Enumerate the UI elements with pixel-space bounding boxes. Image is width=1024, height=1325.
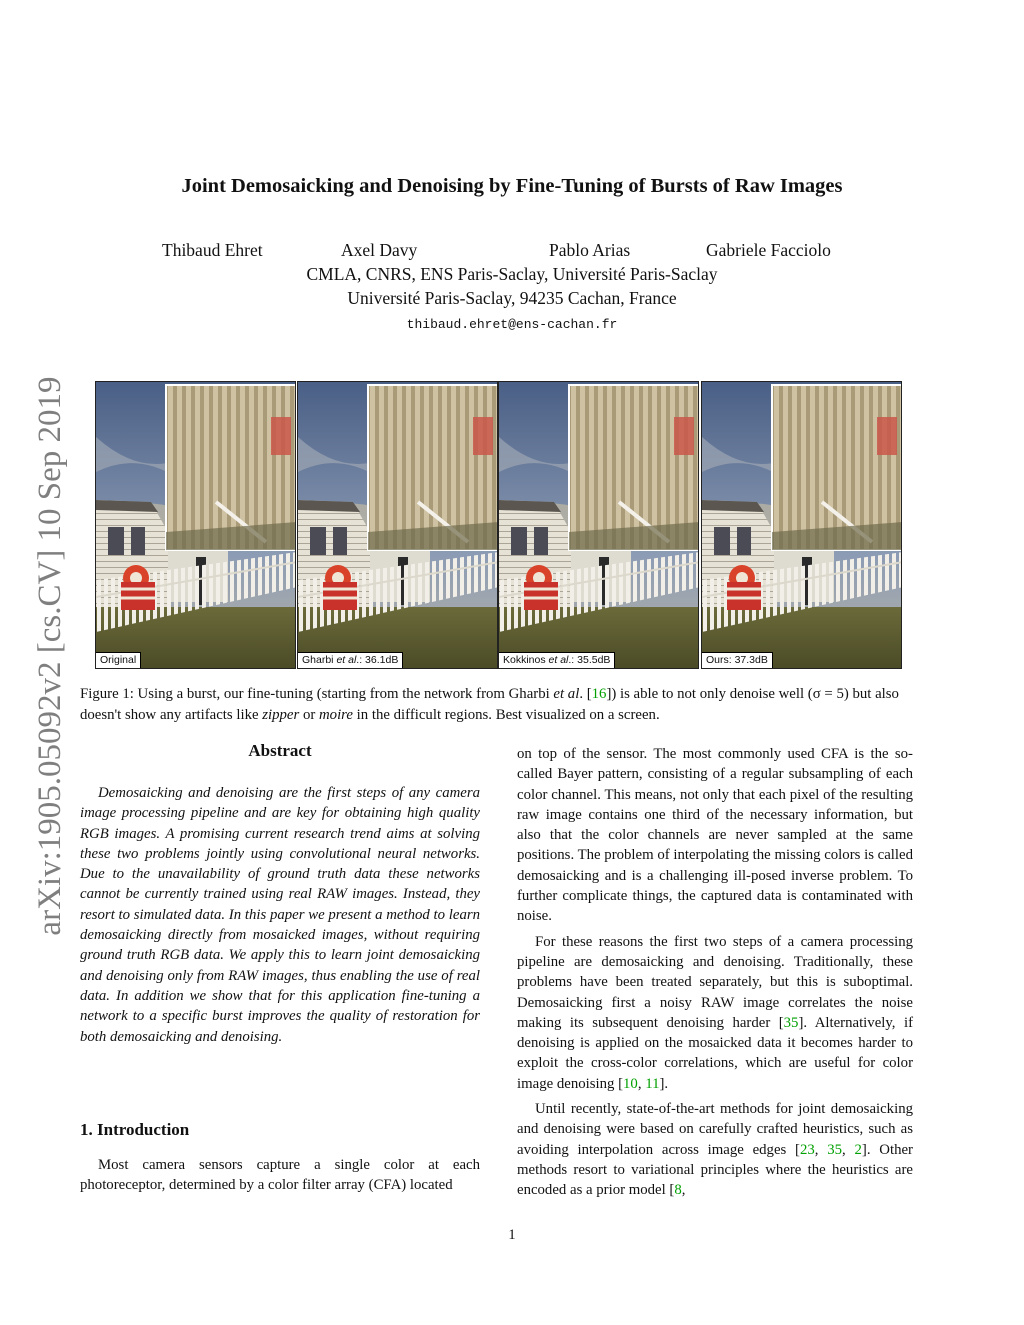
figure-panel-gharbi: [297, 381, 498, 669]
right-column: [517, 744, 913, 1201]
figure-caption: Figure 1: Using a burst, our fine-tuning (starting from the network from Gharbi et al. [16]) is able to not only denoise well (σ = 5) but also doesn't show any artifacts like zipper or moire in the difficult regions. Best visualized on a screen.: [80, 686, 899, 723]
author-1: Thibaud Ehret: [162, 240, 263, 260]
abstract-heading: Abstract: [248, 741, 312, 760]
scene-image: [702, 382, 902, 669]
paragraph: For these reasons the first two steps of a camera processing pipeline are demosaicking and denoising. Traditionally, these problems have been treated separately, but this is suboptimal. Demosaicking first a noisy RAW image correlates the noise making its subsequent denoising harder [35]. Alternatively, if denoising is applied on the mosaicked data it becomes harder to exploit the cross-color correlations, which are useful for color image denoising [10, 11].: [517, 933, 913, 1092]
author-2: Axel Davy: [341, 240, 418, 260]
scene-image: [499, 382, 699, 669]
figure-panel-kokkinos: [498, 381, 699, 669]
citation-link[interactable]: 35: [827, 1141, 843, 1158]
citation-link[interactable]: 23: [799, 1141, 815, 1158]
panel-label: Ours: 37.3dB: [702, 652, 773, 668]
citation-link[interactable]: 8: [674, 1182, 682, 1199]
paper-title: Joint Demosaicking and Denoising by Fine-Tuning of Bursts of Raw Images: [181, 175, 843, 197]
paragraph: on top of the sensor. The most commonly used CFA is the so-called Bayer pattern, consisting of a regular subsampling of each color channel. This means, not only that each pixel of the resulting raw image contains one third of the necessary information, but also that the color channels are never sampled at the same positions. The problem of interpolating the missing colors is called demosaicking and is a challenging ill-posed inverse problem. To further complicate things, the captured data is contaminated with noise.: [517, 746, 913, 925]
author-4: Gabriele Facciolo: [706, 240, 831, 260]
citation-link[interactable]: 2: [854, 1141, 862, 1158]
citation-link[interactable]: 11: [645, 1075, 660, 1092]
panel-label: Gharbi et al.: 36.1dB: [298, 652, 403, 668]
paragraph: Until recently, state-of-the-art methods for joint demosaicking and denoising were based on carefully crafted heuristics, such as avoiding interpolation across image edges [23, 35, 2]. Other methods resort to variational principles where the heuristics are encoded as a prior model [8,: [517, 1101, 913, 1199]
section-heading-introduction: 1. Introduction: [80, 1120, 190, 1139]
page-number: 1: [508, 1227, 516, 1243]
arxiv-side-stamp: arXiv:1905.05092v2 [cs.CV] 10 Sep 2019: [32, 376, 68, 936]
introduction-text: Most camera sensors capture a single color at each photoreceptor, determined by a color filter array (CFA) located: [80, 1157, 480, 1194]
scene-image: [298, 382, 498, 669]
scene-image: [96, 382, 296, 669]
citation-link[interactable]: 10: [623, 1075, 638, 1092]
abstract-text: Demosaicking and denoising are the first steps of any camera image processing pipeline and are key for obtaining high quality RGB images. A promising current research trend aims at solving these two problems jointly using convolutional neural networks. Due to the unavailability of ground truth data these networks cannot be currently trained using real RAW images. Instead, they resort to simulated data. In this paper we present a method to learn demosaicking directly from mosaicked images, without requiring ground truth RGB data. We apply this to learn joint demosaicking and denoising only from RAW images, thus enabling the use of real data. In addition we show that for this application fine-tuning a network to a specific burst improves the quality of restoration for both demosaicking and denoising.: [80, 785, 480, 1045]
affiliation-1: CMLA, CNRS, ENS Paris-Saclay, Université Paris-Saclay: [306, 264, 718, 284]
figure-panel-ours: [701, 381, 902, 669]
citation-link[interactable]: 35: [783, 1014, 799, 1031]
citation-link[interactable]: 16: [591, 686, 607, 702]
author-email: thibaud.ehret@ens-cachan.fr: [406, 317, 618, 332]
figure-panel-original: [95, 381, 296, 669]
panel-label: Kokkinos et al.: 35.5dB: [499, 652, 615, 668]
author-3: Pablo Arias: [549, 240, 631, 260]
affiliation-2: Université Paris-Saclay, 94235 Cachan, France: [347, 288, 677, 308]
panel-label: Original: [96, 652, 141, 668]
